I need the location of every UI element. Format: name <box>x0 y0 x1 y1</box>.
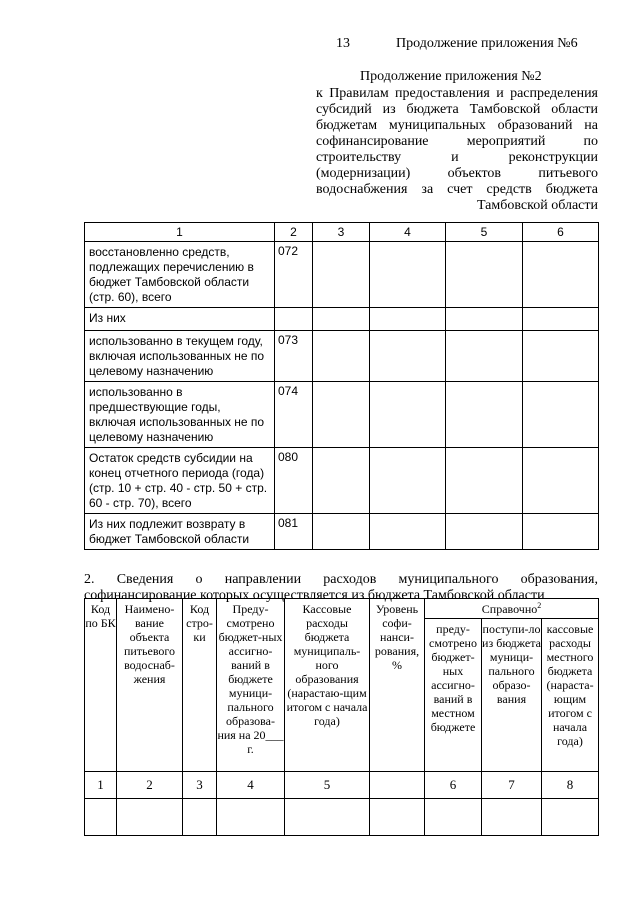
column-group-header <box>425 599 599 619</box>
column-number: 8 <box>542 772 599 799</box>
table-row <box>85 799 599 836</box>
row-code: 074 <box>275 382 313 448</box>
footnote-marker: 2 <box>537 600 542 610</box>
row-label: восстановленно средств, подлежащих перечислению в бюджет Тамбовской области (стр. 60), всего <box>85 242 275 308</box>
column-header: Уровень софи-нанси-рования, % <box>370 599 425 772</box>
column-header: преду-смотрено бюджет-ных ассигно-ваний в местном бюджете <box>425 619 482 772</box>
row-code: 081 <box>275 514 313 550</box>
row-code: 072 <box>275 242 313 308</box>
annex-subtitle-line: водоснабжения за счет средств бюджета <box>316 182 598 197</box>
column-number <box>370 772 425 799</box>
row-label: Из них подлежит возврату в бюджет Тамбовской области <box>85 514 275 550</box>
value-cell[interactable] <box>542 799 599 836</box>
value-cell[interactable] <box>370 448 446 514</box>
column-header: 6 <box>523 223 599 242</box>
annex-subtitle-line: (модернизации) объектов питьевого <box>316 166 598 181</box>
annex-subtitle-line: бюджетам муниципальных образований на <box>316 118 598 133</box>
value-cell[interactable] <box>313 382 370 448</box>
value-cell[interactable] <box>482 799 542 836</box>
value-cell[interactable] <box>370 799 425 836</box>
column-number: 6 <box>425 772 482 799</box>
value-cell[interactable] <box>446 514 523 550</box>
column-number: 3 <box>183 772 217 799</box>
value-cell[interactable] <box>370 514 446 550</box>
value-cell[interactable] <box>313 331 370 382</box>
column-number: 5 <box>285 772 370 799</box>
value-cell[interactable] <box>217 799 285 836</box>
annex6-continuation-title: Продолжение приложения №6 <box>396 36 578 51</box>
value-cell[interactable] <box>523 331 599 382</box>
table-row <box>85 448 599 514</box>
column-header: 5 <box>446 223 523 242</box>
value-cell[interactable] <box>523 308 599 331</box>
value-cell[interactable] <box>523 382 599 448</box>
table-row <box>85 308 599 331</box>
value-cell[interactable] <box>446 448 523 514</box>
annex-subtitle-line: софинансирование мероприятий по <box>316 134 598 149</box>
column-number: 7 <box>482 772 542 799</box>
table-row <box>85 331 599 382</box>
value-cell[interactable] <box>313 242 370 308</box>
column-header: Код по БК <box>85 599 117 772</box>
column-header: 4 <box>370 223 446 242</box>
column-number: 2 <box>117 772 183 799</box>
value-cell[interactable] <box>370 382 446 448</box>
column-group-label: Справочно <box>481 601 538 616</box>
value-cell[interactable] <box>85 799 117 836</box>
row-code: 080 <box>275 448 313 514</box>
row-label: Из них <box>85 308 275 331</box>
row-label: использованно в текущем году, включая использованных не по целевому назначению <box>85 331 275 382</box>
column-header: Код стро-ки <box>183 599 217 772</box>
table-header-row <box>85 223 599 242</box>
value-cell[interactable] <box>446 308 523 331</box>
column-header: кассовые расходы местного бюджета (нараста-ющим итогом с начала года) <box>542 619 599 772</box>
value-cell[interactable] <box>370 331 446 382</box>
annex-subtitle-line: строительству и реконструкции <box>316 150 598 165</box>
value-cell[interactable] <box>313 448 370 514</box>
row-code: 073 <box>275 331 313 382</box>
table-header-row <box>85 599 599 619</box>
value-cell[interactable] <box>117 799 183 836</box>
column-header: 3 <box>313 223 370 242</box>
table-row <box>85 514 599 550</box>
value-cell[interactable] <box>425 799 482 836</box>
value-cell[interactable] <box>313 514 370 550</box>
expenditure-table <box>84 598 599 836</box>
row-label: Остаток средств субсидии на конец отчетного периода (года) (стр. 10 + стр. 40 - стр. 50 + стр. 60 - стр. 70), всего <box>85 448 275 514</box>
value-cell[interactable] <box>285 799 370 836</box>
section2-heading-line: 2. Сведения о направлении расходов муниципального образования, <box>84 572 598 587</box>
value-cell[interactable] <box>523 514 599 550</box>
column-header: Преду-смотрено бюджет-ных ассигно-ваний в бюджете муници-пального образова-ния на 20___ г. <box>217 599 285 772</box>
value-cell[interactable] <box>183 799 217 836</box>
column-header: 2 <box>275 223 313 242</box>
section2-heading-line: софинансирование которых осуществляется из бюджета Тамбовской области <box>84 588 545 603</box>
row-label: использованно в предшествующие годы, включая использованных не по целевому назначению <box>85 382 275 448</box>
column-number: 4 <box>217 772 285 799</box>
table-row <box>85 242 599 308</box>
column-number: 1 <box>85 772 117 799</box>
value-cell[interactable] <box>370 308 446 331</box>
value-cell[interactable] <box>523 448 599 514</box>
value-cell[interactable] <box>446 331 523 382</box>
value-cell[interactable] <box>370 242 446 308</box>
table-row <box>85 382 599 448</box>
value-cell[interactable] <box>446 382 523 448</box>
annex2-continuation-title: Продолжение приложения №2 <box>360 69 542 84</box>
page-number: 13 <box>336 36 350 51</box>
annex-subtitle-line: субсидий из бюджета Тамбовской области <box>316 102 598 117</box>
subsidy-balance-table <box>84 222 599 550</box>
value-cell[interactable] <box>446 242 523 308</box>
column-header: Кассовые расходы бюджета муниципаль-ного образования (нарастаю-щим итогом с начала года) <box>285 599 370 772</box>
column-header: 1 <box>85 223 275 242</box>
annex-subtitle-line: Тамбовской области <box>476 198 598 213</box>
column-header: Наимено-вание объекта питьевого водоснаб-жения <box>117 599 183 772</box>
value-cell[interactable] <box>523 242 599 308</box>
row-code <box>275 308 313 331</box>
value-cell[interactable] <box>313 308 370 331</box>
annex-subtitle-line: к Правилам предоставления и распределения <box>316 86 598 101</box>
column-header: поступи-ло из бюджета муници-пального образо-вания <box>482 619 542 772</box>
column-number-row <box>85 772 599 799</box>
